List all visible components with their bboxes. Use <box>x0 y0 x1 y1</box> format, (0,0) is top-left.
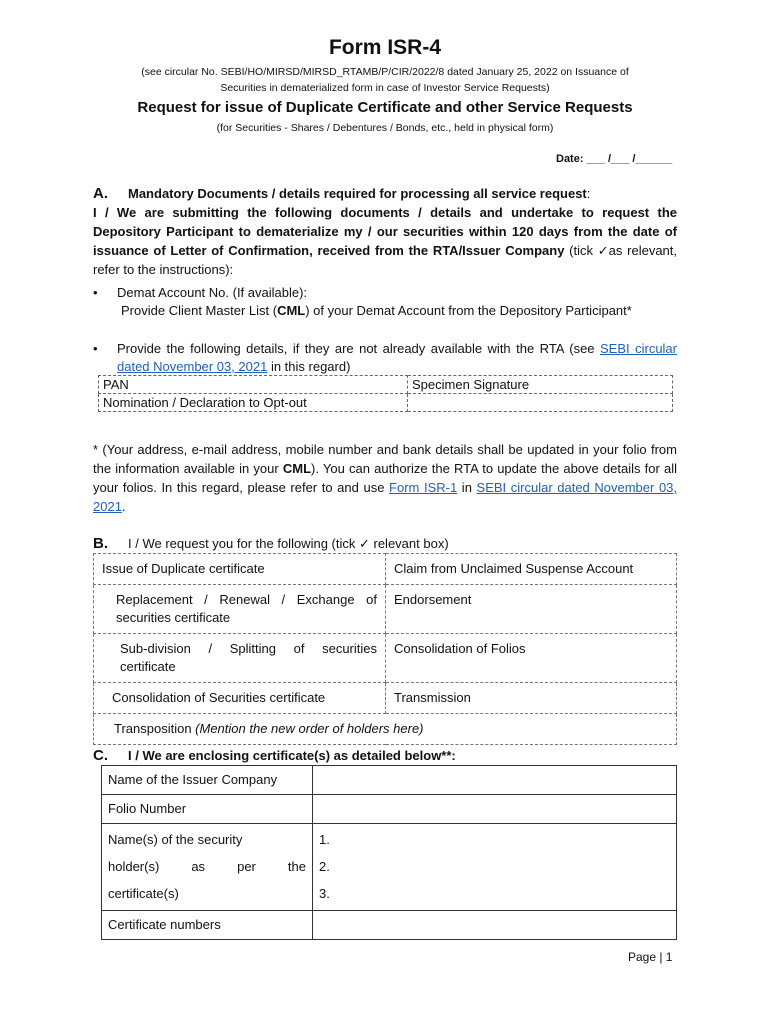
holder-3[interactable]: 3. <box>319 886 330 901</box>
section-b-letter: B. <box>93 535 108 552</box>
note-in: in <box>457 480 477 495</box>
tick-post: as relevant, refer to the instructions): <box>93 243 677 277</box>
option-duplicate[interactable]: Issue of Duplicate certificate <box>94 554 386 585</box>
section-c-letter: C. <box>93 747 108 764</box>
date-field[interactable]: Date: ___ /___ /______ <box>556 153 673 165</box>
holder-line-3: certificate(s) <box>108 886 179 901</box>
section-a-heading <box>93 185 590 202</box>
holder-label <box>102 824 313 911</box>
details-table <box>98 375 673 412</box>
table-row <box>102 911 677 940</box>
details-pre: Provide the following details, if they are not already available with the RTA (see <box>117 341 600 356</box>
section-a-title: Mandatory Documents / details required for processing all service request <box>128 186 587 201</box>
cml-pre: Provide Client Master List ( <box>121 303 278 318</box>
request-table <box>93 553 677 745</box>
section-a-letter: A. <box>93 185 108 202</box>
option-consolidation-folios[interactable]: Consolidation of Folios <box>386 634 677 683</box>
form-title: Form ISR-4 <box>328 36 441 59</box>
section-c-heading <box>93 747 456 764</box>
cml-line <box>121 302 677 320</box>
option-subdivision[interactable]: Sub-division / Splitting of securities certificate <box>94 634 386 683</box>
sebi-circular-link-2[interactable]: SEBI circular dated November 03, 2021 <box>93 480 678 514</box>
signature-cell[interactable]: Specimen Signature <box>408 376 673 394</box>
table-row <box>94 683 677 714</box>
option-replacement[interactable]: Replacement / Renewal / Exchange of securities certificate <box>94 585 386 634</box>
form-isr1-link[interactable]: Form ISR-1 <box>389 480 458 495</box>
bullet-icon: • <box>93 285 98 300</box>
cert-label: Certificate numbers <box>102 911 313 940</box>
table-row <box>94 585 677 634</box>
note-end: . <box>121 499 126 514</box>
section-b-post: relevant box) <box>369 536 449 551</box>
bullet-demat <box>93 284 677 320</box>
section-c-title: I / We are enclosing certificate(s) as detailed below**: <box>128 748 456 763</box>
option-consolidation-securities[interactable]: Consolidation of Securities certificate <box>94 683 386 714</box>
option-endorsement[interactable]: Endorsement <box>386 585 677 634</box>
undertaking-paragraph <box>93 203 677 279</box>
section-a-colon: : <box>586 186 591 201</box>
holder-line-1: Name(s) of the security <box>108 832 243 847</box>
table-row <box>94 554 677 585</box>
checkmark-icon: ✓ <box>597 243 609 258</box>
table-row <box>99 394 673 412</box>
option-unclaimed[interactable]: Claim from Unclaimed Suspense Account <box>386 554 677 585</box>
circular-line-1: (see circular No. SEBI/HO/MIRSD/MIRSD_RTAMB/P/CIR/2022/8 dated January 25, 2022 on Issuance of <box>141 66 629 78</box>
details-post: in this regard) <box>267 359 351 374</box>
folio-input[interactable] <box>313 795 677 824</box>
table-row <box>102 795 677 824</box>
sebi-circular-link[interactable]: SEBI circular dated November 03, 2021 <box>117 341 677 374</box>
table-row <box>102 824 677 911</box>
tick-pre: (tick <box>564 243 598 258</box>
cml-bold: CML <box>277 303 306 318</box>
note-mid: ). You can authorize the RTA to update the above details for all your folios. In this regard, please refer to and use <box>93 461 677 495</box>
issuer-label: Name of the Issuer Company <box>102 766 313 795</box>
demat-label: Demat Account No. (If available): <box>117 285 308 300</box>
circular-line-2: Securities in dematerialized form in case of Investor Service Requests) <box>220 82 550 94</box>
section-b-heading <box>93 535 449 552</box>
note-bold: CML <box>282 461 312 476</box>
holder-2[interactable]: 2. <box>319 859 330 874</box>
holder-1[interactable]: 1. <box>319 832 330 847</box>
undertaking-text: I / We are submitting the following documents / details and undertake to request the Depository Participant to dematerialize my / our securities within 120 days from the date of issuance of Letter of Confirmation, received from the RTA/Issuer Company <box>93 205 677 258</box>
checkmark-icon: ✓ <box>358 536 370 551</box>
details-text <box>117 340 677 376</box>
empty-cell[interactable] <box>408 394 673 412</box>
section-b-pre: I / We request you for the following (tick <box>128 536 359 551</box>
update-note <box>93 440 677 516</box>
nomination-cell[interactable]: Nomination / Declaration to Opt-out <box>99 394 408 412</box>
securities-note: (for Securities - Shares / Debentures / Bonds, etc., held in physical form) <box>216 122 554 134</box>
issuer-input[interactable] <box>313 766 677 795</box>
pan-cell[interactable]: PAN <box>99 376 408 394</box>
bullet-icon: • <box>93 341 98 356</box>
transposition-label: Transposition <box>114 721 196 736</box>
holder-line-2: holder(s) as per the <box>108 859 306 874</box>
cml-post: ) of your Demat Account from the Depository Participant* <box>305 303 632 318</box>
note-pre: * (Your address, e-mail address, mobile number and bank details shall be updated in your folio from the information available in your <box>93 442 677 476</box>
option-transposition[interactable] <box>94 714 677 745</box>
transposition-note: (Mention the new order of holders here) <box>195 721 424 736</box>
table-row <box>94 634 677 683</box>
folio-label: Folio Number <box>102 795 313 824</box>
circular-reference <box>90 64 680 96</box>
page-number: Page | 1 <box>628 950 673 964</box>
bullet-details <box>93 340 677 376</box>
certificate-table <box>101 765 677 940</box>
holder-inputs[interactable] <box>313 824 677 911</box>
table-row <box>94 714 677 745</box>
option-transmission[interactable]: Transmission <box>386 683 677 714</box>
cert-input[interactable] <box>313 911 677 940</box>
form-subtitle: Request for issue of Duplicate Certificate and other Service Requests <box>137 99 633 116</box>
table-row <box>99 376 673 394</box>
table-row <box>102 766 677 795</box>
